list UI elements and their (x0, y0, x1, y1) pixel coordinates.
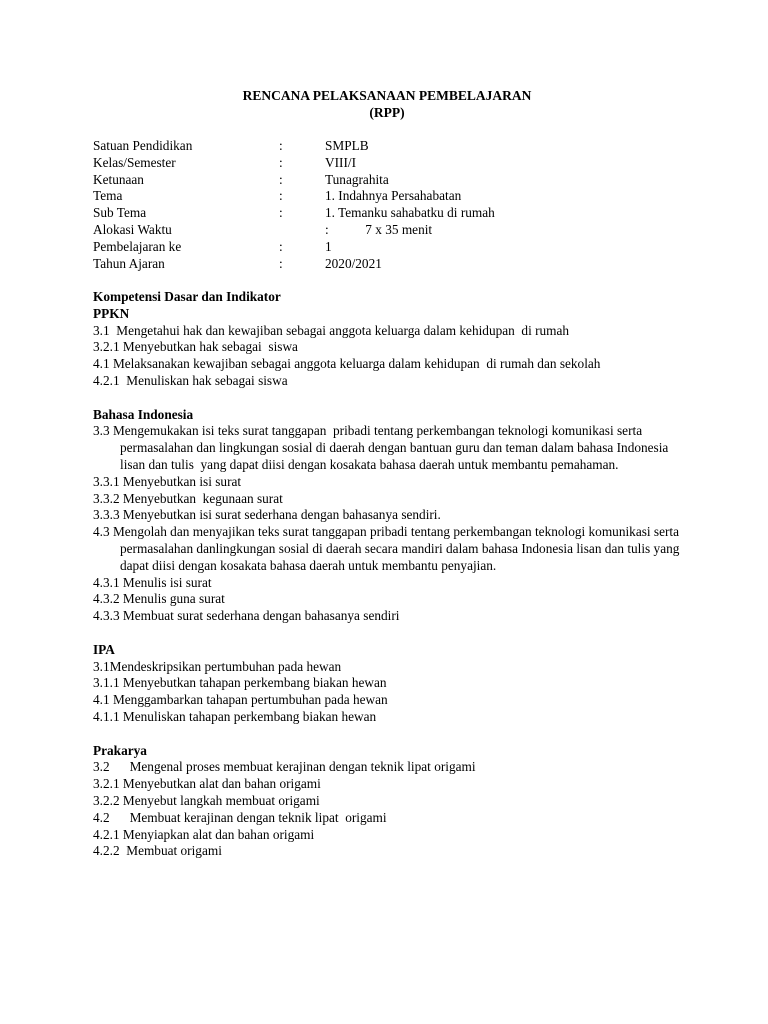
info-row-tahun-ajaran (93, 256, 693, 273)
info-colon: : (279, 188, 283, 204)
info-colon: : (279, 171, 283, 187)
list-item: 3.1Mendeskripsikan pertumbuhan pada hewan (93, 658, 342, 674)
list-item: 4.3.3 Membuat surat sederhana dengan bahasanya sendiri (93, 608, 400, 624)
info-colon: : (279, 238, 283, 254)
list-item: 4.3 Mengolah dan menyajikan teks surat tanggapan pribadi tentang perkembangan teknologi komunikasi serta permasalahan danlingkungan sosial di daerah secara mandiri dalam bahasa Indonesia lisan dan tulis yang dapat diisi dengan kosakata bahasa daerah untuk membantu penyajian. (93, 524, 683, 573)
info-colon: : (279, 138, 283, 153)
info-colon: : (279, 255, 283, 271)
list-item: 3.3.1 Menyebutkan isi surat (93, 473, 242, 489)
section-spacer (93, 625, 693, 642)
info-label: Ketunaan (93, 171, 144, 187)
list-item: 3.1 Mengetahui hak dan kewajiban sebagai anggota keluarga dalam kehidupan di rumah (93, 322, 570, 338)
section-spacer (93, 726, 693, 743)
list-item: 4.3.2 Menulis guna surat (93, 591, 225, 607)
info-colon: : (279, 154, 283, 170)
list-item: 3.3 Mengemukakan isi teks surat tanggapan pribadi tentang perkembangan teknologi komunikasi serta permasalahan dan lingkungan sosial di daerah dengan bantuan guru dan teman dalam bahasa Indonesia lisan dan tulis yang dapat diisi dengan kosakata bahasa daerah untuk membantu pemahaman. (93, 423, 672, 472)
info-row-tema (93, 188, 693, 205)
section-heading-ppkn: PPKN (93, 305, 130, 321)
info-value: 1 (325, 238, 332, 254)
list-item: 4.2.1 Menuliskan hak sebagai siswa (93, 372, 288, 388)
info-label: Alokasi Waktu (93, 221, 172, 237)
document-subtitle: (RPP) (369, 105, 405, 120)
info-value: : 7 x 35 menit (325, 221, 433, 237)
info-value: 2020/2021 (325, 255, 382, 271)
section-heading-prakarya: Prakarya (93, 742, 147, 758)
main-heading: Kompetensi Dasar dan Indikator (93, 289, 281, 304)
info-value: VIII/I (325, 154, 357, 170)
list-item: 3.2.1 Menyebutkan alat dan bahan origami (93, 776, 321, 792)
info-label: Kelas/Semester (93, 154, 176, 170)
list-item: 3.2 Mengenal proses membuat kerajinan dengan teknik lipat origami (93, 759, 476, 775)
info-value: 1. Indahnya Persahabatan (325, 188, 462, 204)
info-value: 1. Temanku sahabatku di rumah (325, 205, 495, 221)
info-value: Tunagrahita (325, 171, 389, 187)
list-item: 3.1.1 Menyebutkan tahapan perkembang biakan hewan (93, 675, 387, 691)
list-item: 4.1 Menggambarkan tahapan pertumbuhan pada hewan (93, 692, 388, 708)
info-label: Satuan Pendidikan (93, 138, 193, 153)
section-heading-bahasa-indonesia: Bahasa Indonesia (93, 406, 194, 422)
info-colon: : (279, 205, 283, 221)
list-item: 3.3.2 Menyebutkan kegunaan surat (93, 490, 283, 506)
info-row-sub-tema (93, 205, 693, 222)
list-item: 3.3.3 Menyebutkan isi surat sederhana dengan bahasanya sendiri. (93, 507, 441, 523)
info-row-kelas-semester (93, 155, 693, 172)
list-item: 3.2.2 Menyebut langkah membuat origami (93, 792, 320, 808)
section-heading-ipa: IPA (93, 641, 115, 657)
section-spacer (93, 390, 693, 407)
info-row-alokasi-waktu (93, 222, 693, 239)
list-item: 3.2.1 Menyebutkan hak sebagai siswa (93, 339, 298, 355)
info-table (93, 138, 693, 272)
list-item: 4.1 Melaksanakan kewajiban sebagai anggota keluarga dalam kehidupan di rumah dan sekolah (93, 356, 601, 372)
list-item: 4.2.2 Membuat origami (93, 843, 222, 859)
list-item: 4.3.1 Menulis isi surat (93, 574, 212, 590)
competency-content (93, 289, 693, 860)
info-label: Sub Tema (93, 205, 147, 221)
info-value: SMPLB (325, 138, 369, 153)
info-row-satuan-pendidikan (93, 138, 693, 155)
list-item: 4.1.1 Menuliskan tahapan perkembang biakan hewan (93, 708, 377, 724)
info-label: Pembelajaran ke (93, 238, 182, 254)
list-item: 4.2 Membuat kerajinan dengan teknik lipat origami (93, 809, 387, 825)
list-item: 4.2.1 Menyiapkan alat dan bahan origami (93, 826, 315, 842)
info-row-pembelajaran-ke (93, 239, 693, 256)
info-label: Tahun Ajaran (93, 255, 165, 271)
info-row-ketunaan (93, 172, 693, 189)
info-label: Tema (93, 188, 123, 204)
document-title: RENCANA PELAKSANAAN PEMBELAJARAN (242, 88, 532, 103)
